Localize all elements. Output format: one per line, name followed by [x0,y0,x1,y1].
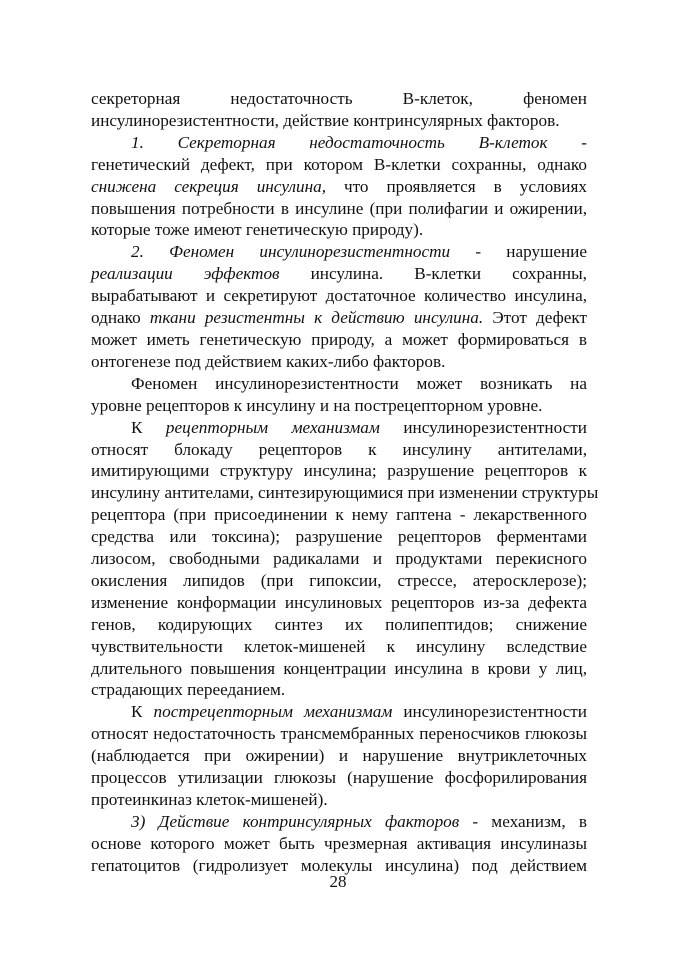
text-line [91,570,587,592]
text-line [91,154,587,176]
text-line [91,833,587,855]
text-segment: средства или токсина); разрушение рецепторов ферментами [91,527,587,547]
text-segment: гепатоцитов (гидролизует молекулы инсулина) под действием [91,855,587,875]
text-line [91,329,587,351]
italic-text: 2. Феномен инсулинорезистентности [131,242,451,262]
italic-text: Действие контринсулярных факторов [158,811,460,831]
text-line [91,482,599,504]
text-line [91,679,587,701]
text-segment: однако [91,308,150,328]
text-line [91,789,587,811]
text-line [91,263,587,285]
text-line [91,395,587,417]
text-line [91,460,587,482]
text-line [91,176,587,198]
text-segment: уровне рецепторов к инсулину и на пострецепторном уровне. [91,395,543,415]
text-segment: Этот дефект [483,308,587,328]
text-segment: инсулина. В-клетки сохранны, [279,264,587,284]
text-segment: инсулинорезистентности, действие контринсулярных факторов. [91,110,560,130]
text-segment: - [547,132,587,152]
text-segment: рецептора (при присоединении к нему гаптена - лекарственного [91,505,587,525]
text-segment: вырабатывают и секретируют достаточное количество инсулина, [91,286,587,306]
text-line [91,351,587,373]
text-line [91,417,587,439]
text-line [91,373,587,395]
italic-text: рецепторным механизмам [165,417,380,437]
text-line [91,307,587,329]
text-line [91,198,587,220]
text-segment: генов, кодирующих синтез их полипептидов; снижение [91,614,587,634]
text-segment: - механизм, в [459,811,588,831]
text-segment: относят блокаду рецепторов к инсулину антителами, [91,439,587,459]
text-segment: имитирующими структуру инсулина; разрушение рецепторов к [91,461,587,481]
text-segment: протеинкиназ клеток-мишеней). [91,790,328,809]
text-line [91,548,587,570]
text-segment: инсулинорезистентности [379,417,587,437]
text-line [91,241,587,263]
text-line [91,219,587,241]
text-line [91,88,587,110]
text-segment: (наблюдается при ожирении) и нарушение внутриклеточных [91,746,587,766]
text-segment: относят недостаточность трансмембранных переносчиков глюкозы [91,724,587,744]
text-segment: Феномен инсулинорезистентности может возникать на [131,373,587,393]
text-line [91,439,587,461]
text-line [91,592,587,614]
text-line [91,658,587,680]
text-segment [145,812,158,831]
text-segment: что проявляется в условиях [326,176,587,196]
text-line [91,811,587,833]
text-line [91,614,587,636]
text-segment: генетический дефект, при котором В-клетки сохранны, однако [91,154,587,174]
text-line [91,767,587,789]
page-number: 28 [329,872,347,891]
text-line [91,723,587,745]
text-segment: инсулину антителами, синтезирующимися при изменении структуры [91,483,599,503]
body-text [91,88,599,877]
text-line [91,701,587,723]
text-line [91,132,587,154]
text-segment: длительного повышения концентрации инсулина в крови у лиц, [91,658,587,678]
text-line [91,526,587,548]
italic-text: ткани резистентны к действию инсулина. [149,308,484,328]
italic-text: реализации эффектов [91,264,280,284]
text-segment: чувствительности клеток-мишеней к инсулину вследствие [91,636,587,656]
text-segment: секреторная недостаточность В-клеток, феномен [91,89,587,108]
italic-text: снижена секреция инсулина, [91,176,326,196]
text-line [91,110,587,132]
text-segment: повышения потребности в инсулине (при полифагии и ожирении, [91,198,587,218]
text-line [91,636,587,658]
text-segment: окисления липидов (при гипоксии, стрессе, атеросклерозе); [91,570,587,590]
text-segment: инсулинорезистентности [392,702,587,722]
text-segment: страдающих перееданием. [91,680,286,700]
text-segment: - нарушение [450,242,587,262]
italic-text: 1. Секреторная недостаточность В-клеток [131,132,548,152]
text-segment: К [131,702,154,722]
text-line [91,285,587,307]
text-segment: изменение конформации инсулиновых рецепторов из-за дефекта [91,592,587,612]
italic-text: 3) [131,811,146,831]
text-segment: лизосом, свободными радикалами и продуктами перекисного [91,549,587,569]
italic-text: пострецепторным механизмам [153,702,393,722]
text-segment: которые тоже имеют генетическую природу). [91,220,424,240]
text-line [91,504,587,526]
text-line [91,745,587,767]
text-segment: основе которого может быть чрезмерная активация инсулиназы [91,833,587,853]
text-segment: онтогенезе под действием каких-либо факторов. [91,351,446,371]
text-segment: К [131,417,166,437]
text-segment: может иметь генетическую природу, а может формироваться в [91,329,587,349]
text-segment: процессов утилизации глюкозы (нарушение фосфорилирования [91,768,587,788]
